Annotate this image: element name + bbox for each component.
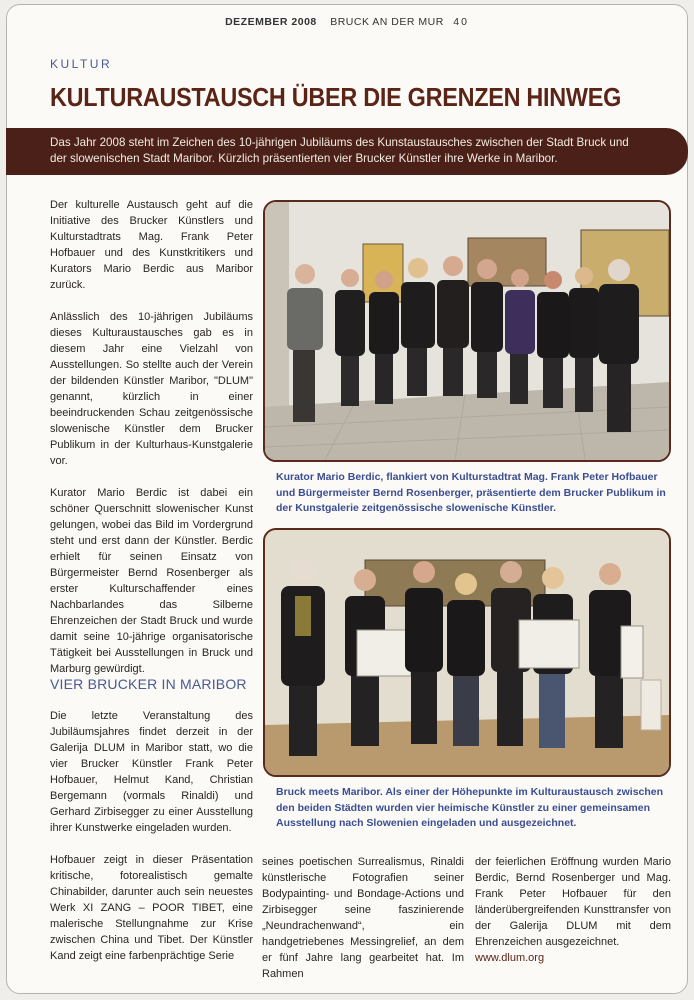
paragraph: der feierlichen Eröffnung wurden Mario Berdic, Bernd Rosenberger und Mag. Frank Peter Hofbauer für den länderübergreifenden Kunsttransfer von der Galerija DLUM mit dem Ehrenzeichen ausgezeichnet. bbox=[475, 856, 671, 948]
paragraph: Hofbauer zeigt in dieser Präsentation kritische, fotorealistisch gemalte Chinabilder, darunter auch sein neuestes Werk XI ZANG – POOR TIBET, eine malerische Stellungnahme zur Krise zwischen China und Tibet. Der Künstler Kand zeigt eine farbenprächtige Serie bbox=[50, 854, 253, 962]
paragraph: seines poetischen Surrealismus, Rinaldi künstlerische Fotografien seiner Bodypainting- und Bondage-Actions und Zirbisegger seine faszinierende „Neundrachenwand“, ein handgetriebenes Messingrelief, an dem er fünf Jahre lang gearbeitet hat. Im Rahmen bbox=[262, 856, 464, 980]
paragraph: Kurator Mario Berdic ist dabei ein schöner Querschnitt slowenischer Kunst gelungen, wobei das Bild im Vordergrund steht und erst dann der Künstler. Berdic erhielt für seinen Einsatz von Bürgermeister Bernd Rosenberger als erster Kulturschaffender eines Nachbarlandes das Silberne Ehrenzeichen der Stadt Bruck und wurde damit seine 10-jährige organisatorische Tätigkeit bei Ausstellungen in Bruck und Marburg gewürdigt. bbox=[50, 487, 253, 675]
website-link[interactable]: www.dlum.org bbox=[475, 952, 545, 964]
photo-caption-2: Bruck meets Maribor. Als einer der Höhepunkte im Kulturaustausch zwischen den beiden Städten wurden vier heimische Künstler zu einer gemeinsamen Ausstellung nach Slowenien eingeladen und ausgezeichnet. bbox=[276, 786, 664, 829]
paragraph: Der kulturelle Austausch geht auf die Initiative des Brucker Künstlers und Kulturstadtrats Mag. Frank Peter Hofbauer und des Kunstkritikers und Kurators Mario Berdic aus Maribor zurück. bbox=[50, 199, 253, 291]
lead-banner bbox=[6, 128, 688, 175]
article-column-3 bbox=[475, 854, 671, 966]
paragraph: Anlässlich des 10-jährigen Jubiläums dieses Kulturaustausches gab es in diesem Jahr eine Vielzahl von Ausstellungen. So stellte auch der Verein der bildenden Künstler Maribor, "DLUM" genannt, kürzlich in einer beeindruckenden Schau zeitgenössische slowenische Künstler dem Brucker Publikum in der Kulturhaus-Kunstgalerie vor. bbox=[50, 311, 253, 467]
article-column-2 bbox=[262, 854, 464, 982]
issue-date: DEZEMBER 2008 bbox=[225, 16, 317, 28]
article-headline: KULTURAUSTAUSCH ÜBER DIE GRENZEN HINWEG bbox=[50, 82, 622, 112]
photo-caption-1: Kurator Mario Berdic, flankiert von Kulturstadtrat Mag. Frank Peter Hofbauer und Bürgermeister Bernd Rosenberger, präsentierte dem Brucker Publikum in der Kunstgalerie zeitgenössische slowenische Künstler. bbox=[276, 471, 666, 514]
article-column-1-continued bbox=[50, 708, 253, 964]
group-photo-maribor bbox=[263, 528, 671, 777]
lead-text: Das Jahr 2008 steht im Zeichen des 10-jährigen Jubiläums des Kunstaustausches zwischen der Stadt Bruck und der slowenischen Stadt Maribor. Kürzlich präsentierten vier Brucker Künstler ihre Werke in Maribor. bbox=[50, 136, 629, 165]
section-label: KULTUR bbox=[50, 57, 113, 71]
page-header bbox=[0, 16, 694, 28]
article-column-1 bbox=[50, 197, 253, 677]
paragraph: Die letzte Veranstaltung des Jubiläumsjahres findet derzeit in der Galerija DLUM in Maribor statt, wo die vier Brucker Künstler Frank Peter Hofbauer, Helmut Kand, Christian Bergemann (vormals Rinaldi) und Gerhard Zirbisegger zu einer Ausstellung ihrer Kunstwerke eingeladen wurden. bbox=[50, 710, 253, 834]
page-number: 40 bbox=[453, 16, 469, 28]
group-photo-gallery bbox=[263, 200, 671, 462]
publication-place: BRUCK AN DER MUR bbox=[330, 16, 444, 28]
subheading: VIER BRUCKER IN MARIBOR bbox=[50, 676, 247, 692]
